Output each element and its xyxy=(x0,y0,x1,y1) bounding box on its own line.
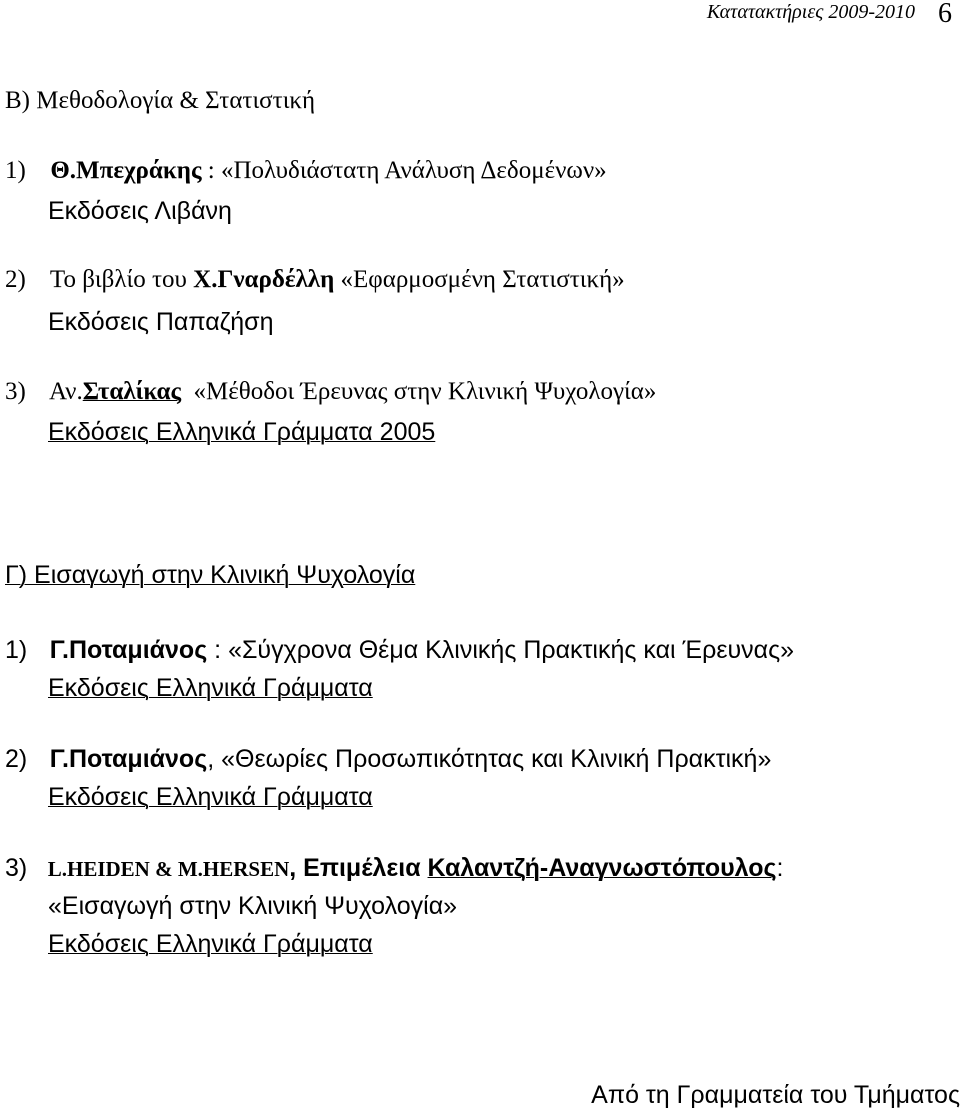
colon: : xyxy=(776,854,784,882)
separator: : xyxy=(201,157,221,184)
editor: Καλαντζή-Αναγνωστόπουλος xyxy=(427,854,777,882)
author: Θ.Μπεχράκης xyxy=(50,157,202,184)
entry-line xyxy=(5,265,625,295)
separator: : xyxy=(207,636,229,664)
entry-line xyxy=(5,744,771,775)
item-number: 2) xyxy=(5,266,26,293)
authors: L.HEIDEN & M.HERSEN xyxy=(47,857,290,881)
publisher: Εκδόσεις Λιβάνη xyxy=(48,197,232,225)
book-title: «Πολυδιάστατη Ανάλυση Δεδομένων» xyxy=(220,157,607,184)
entry-line xyxy=(5,853,784,884)
book-title: «Μέθοδοι Έρευνας στην Κλινική Ψυχολογία» xyxy=(181,378,657,405)
publisher: Εκδόσεις Ελληνικά Γράμματα xyxy=(48,930,373,958)
author: Σταλίκας xyxy=(82,378,182,405)
book-title: «Εισαγωγή στην Κλινική Ψυχολογία» xyxy=(48,892,458,920)
entry-line xyxy=(5,156,607,186)
section-g-title: Γ) Εισαγωγή στην Κλινική Ψυχολογία xyxy=(5,561,416,589)
book-title: «Εφαρμοσμένη Στατιστική» xyxy=(334,266,625,293)
item-number: 2) xyxy=(5,745,28,773)
section-b-title: Β) Μεθοδολογία & Στατιστική xyxy=(5,87,316,114)
editor-label: Επιμέλεια xyxy=(303,854,428,882)
item-number: 1) xyxy=(5,636,28,664)
author: Γ.Ποταμιάνος xyxy=(49,745,208,773)
entry-line xyxy=(5,377,656,407)
publisher: Εκδόσεις Παπαζήση xyxy=(48,308,274,336)
page-number: 6 xyxy=(938,0,952,29)
prefix: Το βιβλίο του xyxy=(49,266,194,293)
item-number: 1) xyxy=(5,157,26,184)
page-header xyxy=(0,0,960,30)
publisher: Εκδόσεις Ελληνικά Γράμματα xyxy=(48,783,373,811)
item-number: 3) xyxy=(5,854,28,882)
entry-line xyxy=(5,635,794,666)
footer-signature: Από τη Γραμματεία του Τμήματος xyxy=(591,1081,960,1109)
publisher: Εκδόσεις Ελληνικά Γράμματα xyxy=(48,674,373,702)
book-title: «Θεωρίες Προσωπικότητας και Κλινική Πρακτική» xyxy=(221,745,772,773)
comma: , xyxy=(289,854,304,882)
book-title: «Σύγχρονα Θέμα Κλινικής Πρακτικής και Έρευνας» xyxy=(228,636,795,664)
header-title: Κατατακτήριες 2009-2010 xyxy=(706,1,915,23)
prefix: Αν. xyxy=(48,378,83,405)
publisher: Εκδόσεις Ελληνικά Γράμματα 2005 xyxy=(48,418,436,446)
author: Γ.Ποταμιάνος xyxy=(49,636,208,664)
item-number: 3) xyxy=(5,378,26,405)
author: Χ.Γναρδέλλη xyxy=(193,266,335,293)
separator: , xyxy=(207,745,222,773)
